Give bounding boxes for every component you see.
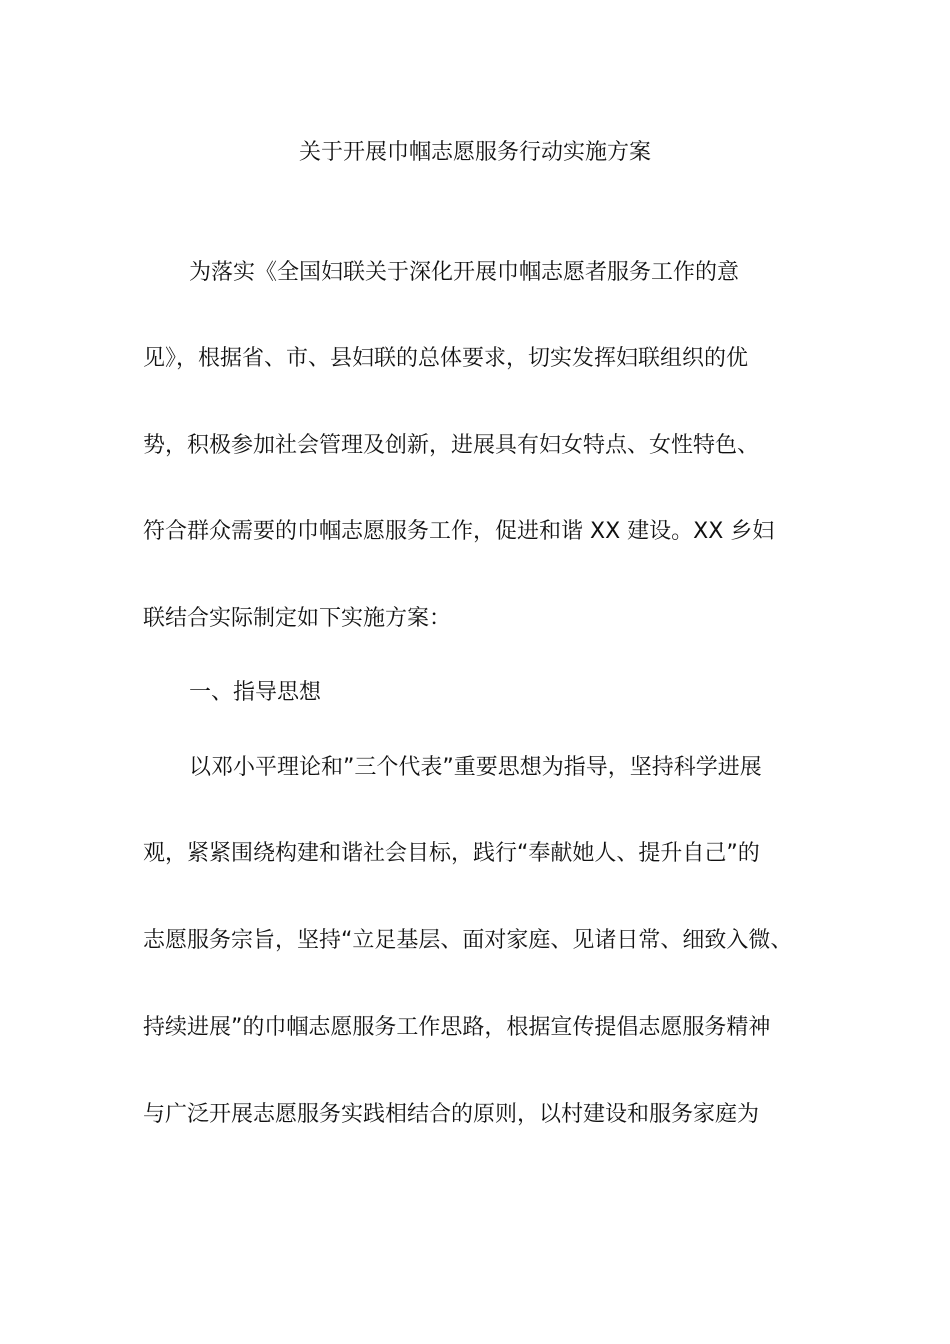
paragraph-line: 符合群众需要的巾帼志愿服务工作，促进和谐 XX 建设。XX 乡妇	[143, 519, 775, 544]
paragraph-line: 持续进展”的巾帼志愿服务工作思路，根据宣传提倡志愿服务精神	[143, 1015, 771, 1040]
paragraph-line: 势，积极参加社会管理及创新，进展具有妇女特点、女性特色、	[143, 433, 760, 458]
paragraph-line: 志愿服务宗旨，坚持“立足基层、面对家庭、见诸日常、细致入微、	[143, 928, 793, 953]
section-heading: 一、指导思想	[189, 680, 322, 705]
document-title: 关于开展巾帼志愿服务行动实施方案	[298, 140, 651, 165]
paragraph-line: 见》，根据省、市、县妇联的总体要求，切实发挥妇联组织的优	[143, 346, 749, 371]
paragraph-line: 以邓小平理论和”三个代表”重要思想为指导，坚持科学进展	[189, 755, 762, 780]
paragraph-line: 为落实《全国妇联关于深化开展巾帼志愿者服务工作的意	[189, 260, 740, 285]
paragraph-line: 观，紧紧围绕构建和谐社会目标，践行“奉献她人、提升自己”的	[143, 841, 760, 866]
paragraph-line: 与广泛开展志愿服务实践相结合的原则，以村建设和服务家庭为	[143, 1102, 760, 1127]
paragraph-line: 联结合实际制定如下实施方案：	[143, 606, 452, 631]
